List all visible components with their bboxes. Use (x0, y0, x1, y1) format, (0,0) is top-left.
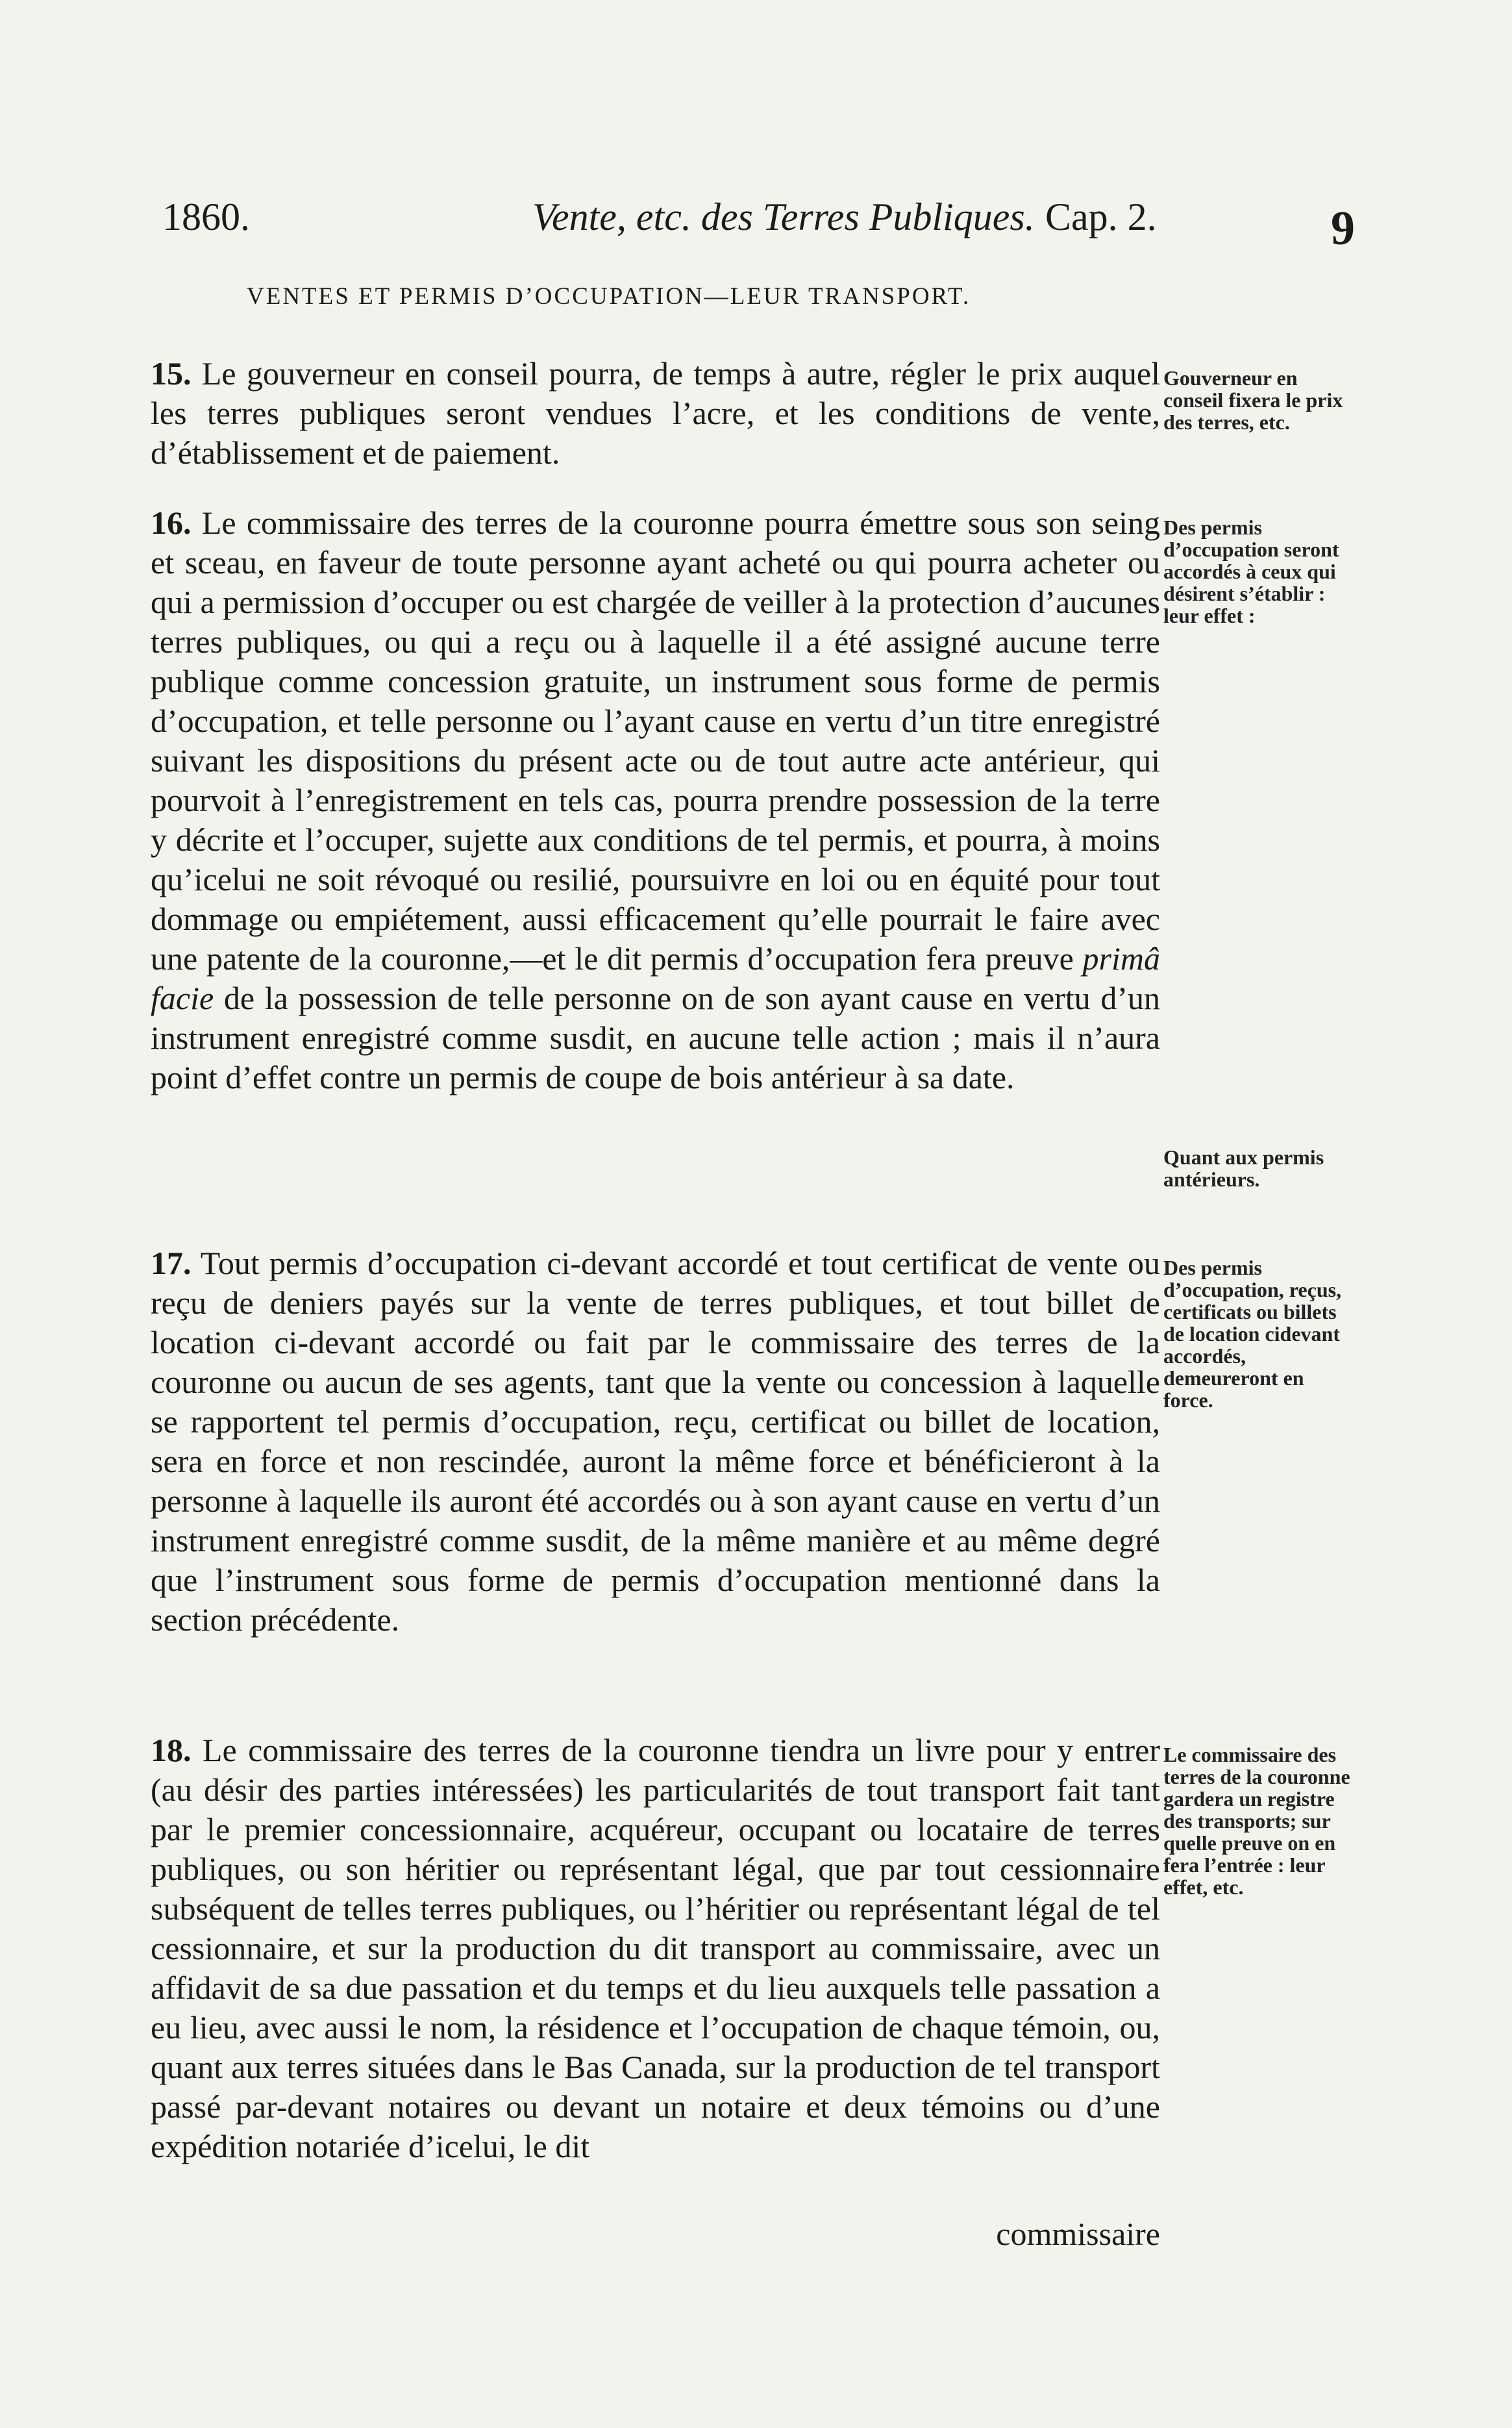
catchword: commissaire (996, 2216, 1160, 2252)
section-heading: VENTES ET PERMIS D’OCCUPATION—LEUR TRANSPORT. (247, 283, 971, 310)
section-text-continued: de la possession de telle personne on de son ayant cause en vertu d’un instrument enregistré comme susdit, en aucune telle action ; mais il n’aura point d’effet contre un permis de coupe de bois antérieur à sa date. (151, 980, 1160, 1095)
margin-note-15: Gouverneur en conseil fixera le prix des terres, etc. (1163, 366, 1343, 434)
header-chapter: Cap. 2. (1045, 195, 1157, 238)
margin-note-18: Le commissaire des terres de la couronne gardera un registre des transports; sur quelle preuve on en fera l’entrée : leur effet, etc. (1163, 1743, 1350, 1899)
section-17 (151, 1244, 1160, 1640)
italic-phrase: primâ facie (151, 940, 1160, 1016)
section-text: Le commissaire des terres de la couronne pourra émettre sous son seing et sceau, en faveur de toute personne ayant acheté ou qui pourra acheter ou qui a permission d’occuper ou est chargée de veiller à la protection d’aucunes terres publiques, ou qui a reçu ou à laquelle il a été assigné aucune terre publique comme concession gratuite, un instrument sous forme de permis d’occupation, et telle personne ou l’ayant cause en vertu d’un titre enregistré suivant les dispositions du présent acte ou de tout autre acte antérieur, qui pourvoit à l’enregistrement en tels cas, pourra prendre possession de la terre y décrite et l’occuper, sujette aux conditions de tel permis, et pourra, à moins qu’icelui ne soit révoqué ou resilié, poursuivre en loi ou en équité pour tout dommage ou empiétement, aussi efficacement qu’elle pourrait le faire avec une patente de la couronne,—et le dit permis d’occupation fera preuve (151, 505, 1160, 977)
section-number: 18. (151, 1732, 192, 1768)
margin-note-17: Des permis d’occupation, reçus, certificats ou billets de location cidevant accordés, demeureront en force. (1163, 1256, 1342, 1412)
section-text: Tout permis d’occupation ci-devant accordé et tout certificat de vente ou reçu de deniers payés sur la vente de terres publiques, et tout billet de location ci-devant accordé ou fait par le commissaire des terres de la couronne ou aucun de ses agents, tant que la vente ou concession à laquelle se rapportent tel permis d’occupation, reçu, certificat ou billet de location, sera en force et non rescindée, auront la même force et bénéficieront à la personne à laquelle ils auront été accordés ou à son ayant cause en vertu d’un instrument enregistré comme susdit, de la même manière et au même degré que l’instrument sous forme de permis d’occupation mentionné dans la section précédente. (151, 1245, 1160, 1638)
header-title: Vente, etc. des Terres Publiques. (532, 195, 1035, 238)
section-16 (151, 503, 1160, 1097)
section-text: Le gouverneur en conseil pourra, de temps à autre, régler le prix auquel les terres publiques seront vendues l’acre, et les conditions de vente, d’établissement et de paiement. (151, 355, 1160, 471)
running-header (149, 195, 1370, 266)
page-number: 9 (1331, 202, 1355, 255)
section-number: 16. (151, 505, 192, 541)
section-number: 15. (151, 355, 192, 392)
section-15 (151, 354, 1160, 473)
header-year: 1860. (162, 195, 250, 238)
section-number: 17. (151, 1245, 192, 1281)
section-18 (151, 1731, 1160, 2166)
margin-note-16: Des permis d’occupation seront accordés à ceux qui désirent s’établir : leur effet : (1163, 516, 1339, 627)
section-text: Le commissaire des terres de la couronne tiendra un livre pour y entrer (au désir des parties intéressées) les particularités de tout transport fait tant par le premier concessionnaire, acquéreur, occupant ou locataire de terres publiques, ou son héritier ou représentant légal, que par tout cessionnaire subséquent de telles terres publiques, ou l’héritier ou représentant légal de tel cessionnaire, et sur la production du dit transport au commissaire, avec un affidavit de sa due passation et du temps et du lieu auxquels telle passation a eu lieu, avec aussi le nom, la résidence et l’occupation de chaque témoin, ou, quant aux terres situées dans le Bas Canada, sur la production de tel transport passé par-devant notaires ou devant un notaire et deux témoins ou d’une expédition notariée d’icelui, le dit (151, 1732, 1160, 2164)
margin-note-16-b: Quant aux permis antérieurs. (1163, 1145, 1324, 1191)
